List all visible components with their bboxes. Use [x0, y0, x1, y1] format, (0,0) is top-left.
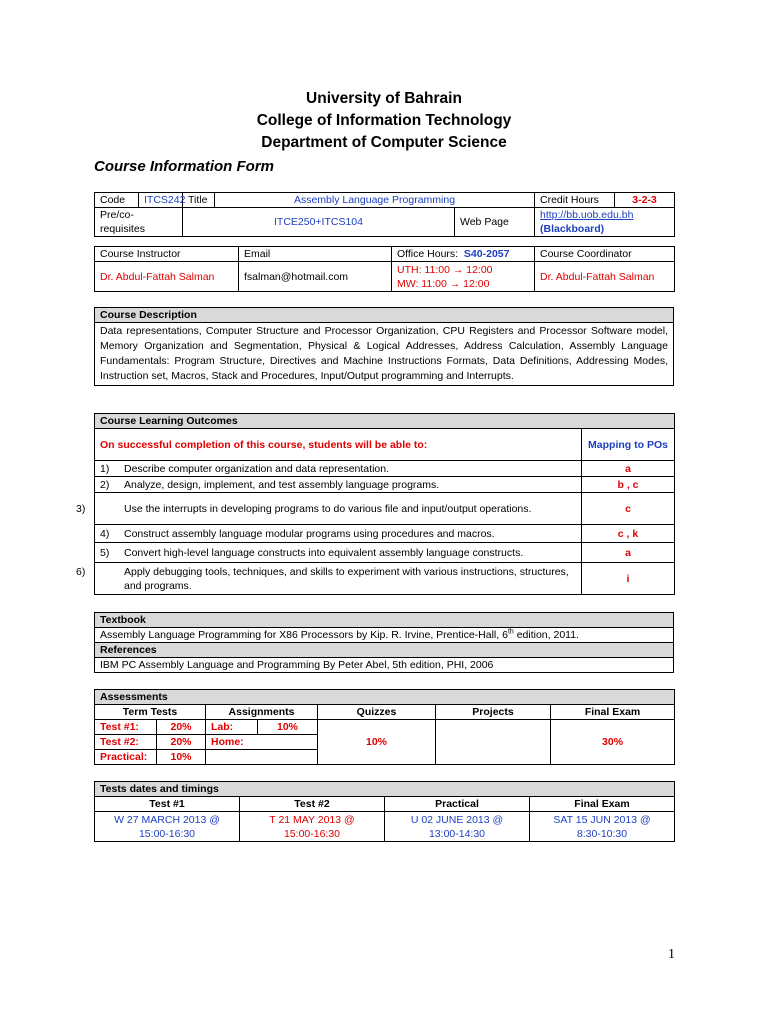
coordinator-label: Course Coordinator: [535, 247, 675, 262]
textbook-table: [94, 612, 674, 673]
outcome-desc: Apply debugging tools, techniques, and skills to experiment with various instructions, structures, and programs.: [124, 565, 569, 592]
instructor-name: Dr. Abdul-Fattah Salman: [95, 262, 239, 292]
outcome-row: [95, 477, 675, 493]
prereq-label: Pre/co-requisites: [95, 208, 183, 237]
final-exam-value: 30%: [551, 720, 675, 765]
outcome-desc: Use the interrupts in developing programs to do various file and input/output operations.: [124, 502, 532, 515]
email-label: Email: [239, 247, 392, 262]
references-label: References: [95, 643, 674, 658]
outcome-po: b , c: [582, 477, 675, 493]
lab-value: 10%: [258, 720, 318, 735]
lab-label: Lab:: [206, 720, 258, 735]
outcome-row: [95, 543, 675, 563]
office-hours-uth: UTH: 11:00 → 12:00: [397, 263, 493, 276]
outcome-desc: Construct assembly language modular programs using procedures and macros.: [124, 527, 495, 540]
assignments-header: Assignments: [206, 705, 318, 720]
outcomes-table: [76, 413, 675, 595]
outcome-num: 1): [100, 462, 110, 475]
instructor-email: fsalman@hotmail.com: [239, 262, 392, 292]
final-exam-header: Final Exam: [551, 705, 675, 720]
description-text: Data representations, Computer Structure and Processor Organization, CPU Registers and Processor Software model, Memory Organization and Segmentation, Physical & Logical Addresses, Address Calculation, Assembly Language Fundamentals: Program Structure, Directives and Machine Instructions Formats, Data Definitions, Addressing Modes, Instruction set, Macros, Stack and Procedures, Input/Output programming and Interrupts.: [95, 323, 674, 386]
description-label: Course Description: [95, 308, 674, 323]
course-title: Assembly Language Programming: [215, 193, 535, 208]
practical-label: Practical:: [95, 750, 157, 765]
department-name: Department of Computer Science: [261, 134, 507, 151]
office-hours-values: [392, 262, 535, 292]
instructor-label: Course Instructor: [95, 247, 239, 262]
outcome-desc: Analyze, design, implement, and test assembly language programs.: [124, 478, 440, 491]
projects-value: [436, 720, 551, 765]
outcome-num: 6): [76, 565, 86, 578]
assessments-label: Assessments: [95, 690, 675, 705]
test2-header: Test #2: [240, 797, 385, 812]
outcome-row: [95, 525, 675, 543]
outcome-po: i: [582, 563, 675, 595]
outcome-row: [95, 461, 675, 477]
references-text: IBM PC Assembly Language and Programming By Peter Abel, 5th edition, PHI, 2006: [95, 658, 674, 673]
test1-date: W 27 MARCH 2013 @ 15:00-16:30: [95, 812, 240, 842]
outcome-num: 2): [100, 478, 110, 491]
college-name: College of Information Technology: [256, 112, 512, 129]
outcome-num: 5): [100, 546, 110, 559]
webpage-cell: [535, 208, 675, 237]
university-name: University of Bahrain: [306, 90, 462, 107]
mapping-label: Mapping to POs: [582, 429, 675, 461]
outcome-text: [76, 563, 582, 595]
form-title: Course Information Form: [94, 158, 275, 175]
outcome-num: 3): [76, 502, 86, 515]
outcome-desc: Convert high-level language constructs into equivalent assembly language constructs.: [124, 546, 524, 559]
outcome-po: c , k: [582, 525, 675, 543]
prereq-value: ITCE250+ITCS104: [183, 208, 455, 237]
outcome-po: a: [582, 543, 675, 563]
outcome-text: [95, 543, 582, 563]
page-number: 1: [668, 947, 675, 962]
title-label: Title: [183, 193, 215, 208]
outcome-desc: Describe computer organization and data representation.: [124, 462, 389, 475]
course-info-table: [94, 192, 675, 237]
outcome-text: [95, 525, 582, 543]
test1-value: 20%: [157, 720, 206, 735]
outcome-text: [76, 493, 582, 525]
outcomes-label: Course Learning Outcomes: [95, 414, 675, 429]
outcome-row: [95, 563, 675, 595]
term-tests-header: Term Tests: [95, 705, 206, 720]
office-hours-mw: MW: 11:00 → 12:00: [397, 277, 490, 290]
instructor-table: [94, 246, 675, 292]
document-header: [0, 88, 768, 154]
webpage-link[interactable]: http://bb.uob.edu.bh: [540, 209, 634, 221]
test2-label: Test #2:: [95, 735, 157, 750]
coordinator-name: Dr. Abdul-Fattah Salman: [535, 262, 675, 292]
practical-header: Practical: [385, 797, 530, 812]
projects-header: Projects: [436, 705, 551, 720]
outcome-po: a: [582, 461, 675, 477]
textbook-text: Assembly Language Programming for X86 Processors by Kip. R. Irvine, Prentice-Hall, 6th edition, 2011.: [95, 628, 674, 643]
test2-value: 20%: [157, 735, 206, 750]
practical-date: U 02 JUNE 2013 @ 13:00-14:30: [385, 812, 530, 842]
practical-value: 10%: [157, 750, 206, 765]
textbook-sup: th: [507, 628, 514, 636]
credit-hours-label: Credit Hours: [535, 193, 615, 208]
description-table: [94, 307, 674, 386]
credit-hours: 3-2-3: [615, 193, 675, 208]
course-code: ITCS242: [139, 193, 183, 208]
office-hours-label: Office Hours:: [397, 248, 459, 260]
quizzes-header: Quizzes: [318, 705, 436, 720]
outcome-num: 4): [100, 527, 110, 540]
office-hours-header: [392, 247, 535, 262]
outcome-text: [95, 477, 582, 493]
test1-label: Test #1:: [95, 720, 157, 735]
textbook-label: Textbook: [95, 613, 674, 628]
outcomes-intro: On successful completion of this course, students will be able to:: [95, 429, 582, 461]
webpage-label: Web Page: [455, 208, 535, 237]
outcome-row: [95, 493, 675, 525]
code-label: Code: [95, 193, 139, 208]
home-label: Home:: [206, 735, 318, 750]
test1-header: Test #1: [95, 797, 240, 812]
final-header: Final Exam: [530, 797, 675, 812]
assessments-table: [94, 689, 675, 765]
tests-label: Tests dates and timings: [95, 782, 675, 797]
outcome-po: c: [582, 493, 675, 525]
tests-table: [94, 781, 675, 842]
test2-date: T 21 MAY 2013 @ 15:00-16:30: [240, 812, 385, 842]
quizzes-value: 10%: [318, 720, 436, 765]
office-room: S40-2057: [463, 248, 510, 260]
final-date: SAT 15 JUN 2013 @ 8:30-10:30: [530, 812, 675, 842]
outcome-text: [95, 461, 582, 477]
webpage-note: (Blackboard): [540, 223, 605, 235]
empty-assignment-cell: [206, 750, 318, 765]
